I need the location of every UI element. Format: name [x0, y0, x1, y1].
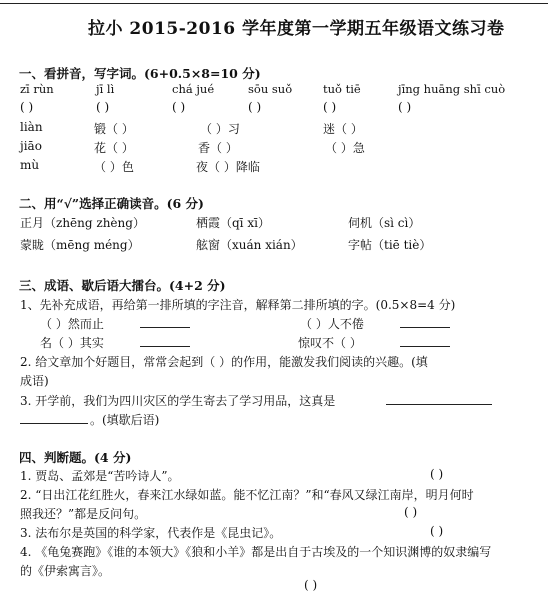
- judge-question-2-cont: 照我还？”都是反问句。: [20, 507, 147, 521]
- idiom-fill[interactable]: （ ）人不倦: [300, 317, 364, 331]
- judge-bracket-1[interactable]: ( ): [430, 467, 444, 481]
- fill-item[interactable]: 锻（ ）: [94, 122, 134, 136]
- pronunciation-item[interactable]: 正月（zhēng zhèng）: [20, 216, 145, 230]
- page-title: 拉小 2015-2016 学年度第一学期五年级语文练习卷: [88, 19, 505, 39]
- fill-item[interactable]: 迷（ ）: [323, 122, 363, 136]
- pinyin-4: sōu suǒ: [248, 82, 293, 96]
- question-3-3: 3. 开学前，我们为四川灾区的学生寄去了学习用品，这真是: [20, 394, 336, 408]
- answer-line[interactable]: [386, 392, 492, 405]
- answer-line[interactable]: [20, 411, 88, 424]
- judge-question-3: 3. 法布尔是英国的科学家，代表作是《昆虫记》。: [20, 526, 282, 540]
- pronunciation-item[interactable]: 字帖（tiē tiè）: [348, 238, 432, 252]
- judge-question-2: 2. “日出江花红胜火，春来江水绿如蓝。能不忆江南？”和“春风又绿江南岸，明月何时: [20, 488, 474, 502]
- answer-bracket-1[interactable]: ( ): [20, 100, 34, 114]
- idiom-fill[interactable]: 名（ ）其实: [40, 336, 104, 350]
- answer-line[interactable]: [400, 315, 450, 328]
- answer-bracket-2[interactable]: ( ): [96, 100, 110, 114]
- judge-bracket-2[interactable]: ( ): [404, 505, 418, 519]
- pinyin-6: jīng huāng shī cuò: [398, 82, 506, 96]
- question-3-1: 1、先补充成语，再给第一排所填的字注音，解释第二排所填的字。(0.5×8=4 分): [20, 298, 456, 312]
- judge-question-1: 1. 贾岛、孟郊是“苦吟诗人”。: [20, 469, 180, 483]
- fill-item[interactable]: （ ）色: [94, 160, 134, 174]
- question-3-2-cont: 成语): [20, 374, 49, 388]
- pinyin-2: jī lì: [96, 82, 115, 96]
- pinyin-5: tuǒ tiē: [323, 82, 361, 96]
- pinyin-1: zī rùn: [20, 82, 54, 96]
- section3-heading: 三、成语、歇后语大擂台。(4+2 分): [19, 278, 226, 293]
- judge-question-4-cont: 的《伊索寓言》。: [20, 564, 111, 578]
- pronunciation-item[interactable]: 舷窗（xuán xián）: [196, 238, 303, 252]
- idiom-fill[interactable]: （ ）然而止: [40, 317, 104, 331]
- section1-heading: 一、看拼音，写字词。(6+0.5×8=10 分): [19, 66, 261, 81]
- pinyin-lian: liàn: [20, 120, 43, 134]
- idiom-fill[interactable]: 惊叹不（ ）: [298, 336, 362, 350]
- fill-item[interactable]: 夜（ ）降临: [196, 160, 260, 174]
- answer-bracket-4[interactable]: ( ): [248, 100, 262, 114]
- section4-heading: 四、判断题。(4 分): [19, 450, 132, 465]
- pinyin-3: chá jué: [172, 82, 215, 96]
- pinyin-mu: mù: [20, 158, 40, 172]
- answer-bracket-5[interactable]: ( ): [323, 100, 337, 114]
- answer-bracket-3[interactable]: ( ): [172, 100, 186, 114]
- answer-bracket-6[interactable]: ( ): [398, 100, 412, 114]
- top-rule: [0, 3, 548, 4]
- judge-bracket-4[interactable]: ( ): [304, 578, 318, 592]
- pronunciation-item[interactable]: 栖霞（qī xī）: [196, 216, 270, 230]
- pinyin-jiao: jiāo: [20, 139, 42, 153]
- question-3-2: 2. 给文章加个好题目，常常会起到（ ）的作用，能激发我们阅读的兴趣。(填: [20, 355, 428, 369]
- answer-line[interactable]: [140, 334, 190, 347]
- section2-heading: 二、用“√”选择正确读音。(6 分): [19, 196, 204, 211]
- pronunciation-item[interactable]: 蒙眬（mēng méng）: [20, 238, 140, 252]
- fill-item[interactable]: 香（ ）: [198, 141, 238, 155]
- judge-question-4: 4. 《龟兔赛跑》《谁的本领大》《狼和小羊》都是出自于古埃及的一个知识渊博的奴隶编写: [20, 545, 492, 559]
- question-3-3-cont: 。(填歇后语): [90, 413, 160, 427]
- judge-bracket-3[interactable]: ( ): [430, 524, 444, 538]
- pronunciation-item[interactable]: 伺机（sì cì）: [348, 216, 421, 230]
- fill-item[interactable]: 花（ ）: [94, 141, 134, 155]
- answer-line[interactable]: [400, 334, 450, 347]
- answer-line[interactable]: [140, 315, 190, 328]
- fill-item[interactable]: （ ）急: [325, 141, 365, 155]
- fill-item[interactable]: （ ）习: [200, 122, 240, 136]
